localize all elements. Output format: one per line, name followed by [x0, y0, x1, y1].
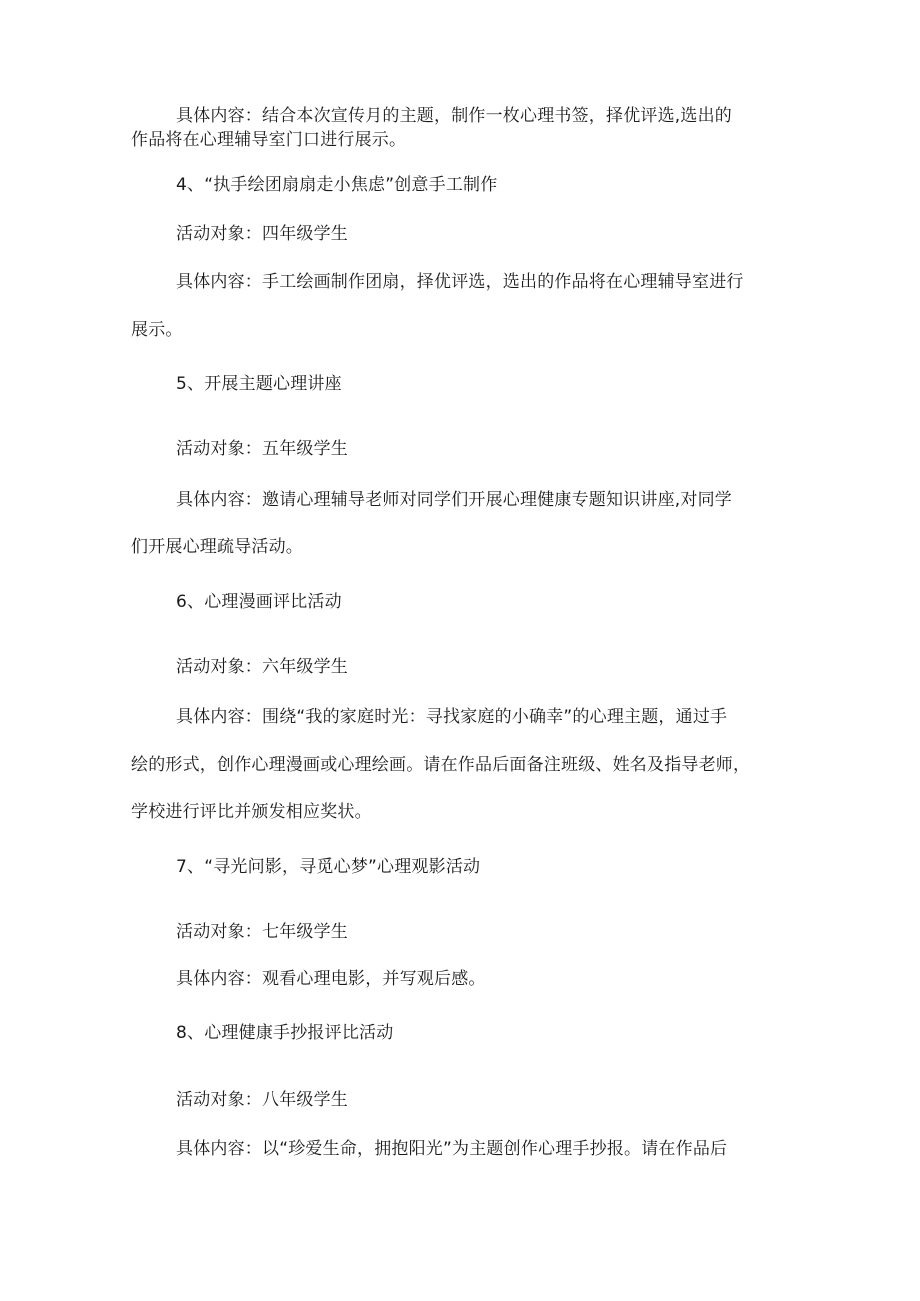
paragraph-comic-content-line2: 绘的形式，创作心理漫画或心理绘画。请在作品后面备注班级、姓名及指导老师， [131, 755, 751, 775]
heading-item-8: 8、心理健康手抄报评比活动 [176, 1023, 394, 1043]
paragraph-fan-content-line1: 具体内容：手工绘画制作团扇，择优评选，选出的作品将在心理辅导室进行 [176, 272, 744, 292]
paragraph-comic-content-line1: 具体内容：围绕“我的家庭时光：寻找家庭的小确幸”的心理主题，通过手 [176, 707, 728, 727]
activity-target-5: 活动对象：五年级学生 [176, 439, 348, 459]
paragraph-bookmark-content-line2: 作品将在心理辅导室门口进行展示。 [131, 130, 407, 150]
activity-target-6: 活动对象：六年级学生 [176, 657, 348, 677]
activity-target-8: 活动对象：八年级学生 [176, 1090, 348, 1110]
activity-target-4: 活动对象：四年级学生 [176, 224, 348, 244]
paragraph-newspaper-content-line1: 具体内容：以“珍爱生命，拥抱阳光”为主题创作心理手抄报。请在作品后 [176, 1139, 728, 1159]
heading-item-7: 7、“寻光问影，寻觅心梦”心理观影活动 [176, 857, 481, 877]
paragraph-lecture-content-line2: 们开展心理疏导活动。 [131, 537, 303, 557]
heading-item-5: 5、开展主题心理讲座 [176, 374, 342, 394]
paragraph-lecture-content-line1: 具体内容：邀请心理辅导老师对同学们开展心理健康专题知识讲座,对同学 [176, 490, 733, 510]
activity-target-7: 活动对象：七年级学生 [176, 922, 348, 942]
paragraph-comic-content-line3: 学校进行评比并颁发相应奖状。 [131, 802, 372, 822]
paragraph-bookmark-content-line1: 具体内容：结合本次宣传月的主题，制作一枚心理书签，择优评选,选出的 [176, 106, 733, 126]
paragraph-movie-content: 具体内容：观看心理电影，并写观后感。 [176, 969, 486, 989]
paragraph-fan-content-line2: 展示。 [131, 320, 183, 340]
heading-item-6: 6、心理漫画评比活动 [176, 592, 342, 612]
heading-item-4: 4、“执手绘团扇扇走小焦虑”创意手工制作 [176, 175, 498, 195]
